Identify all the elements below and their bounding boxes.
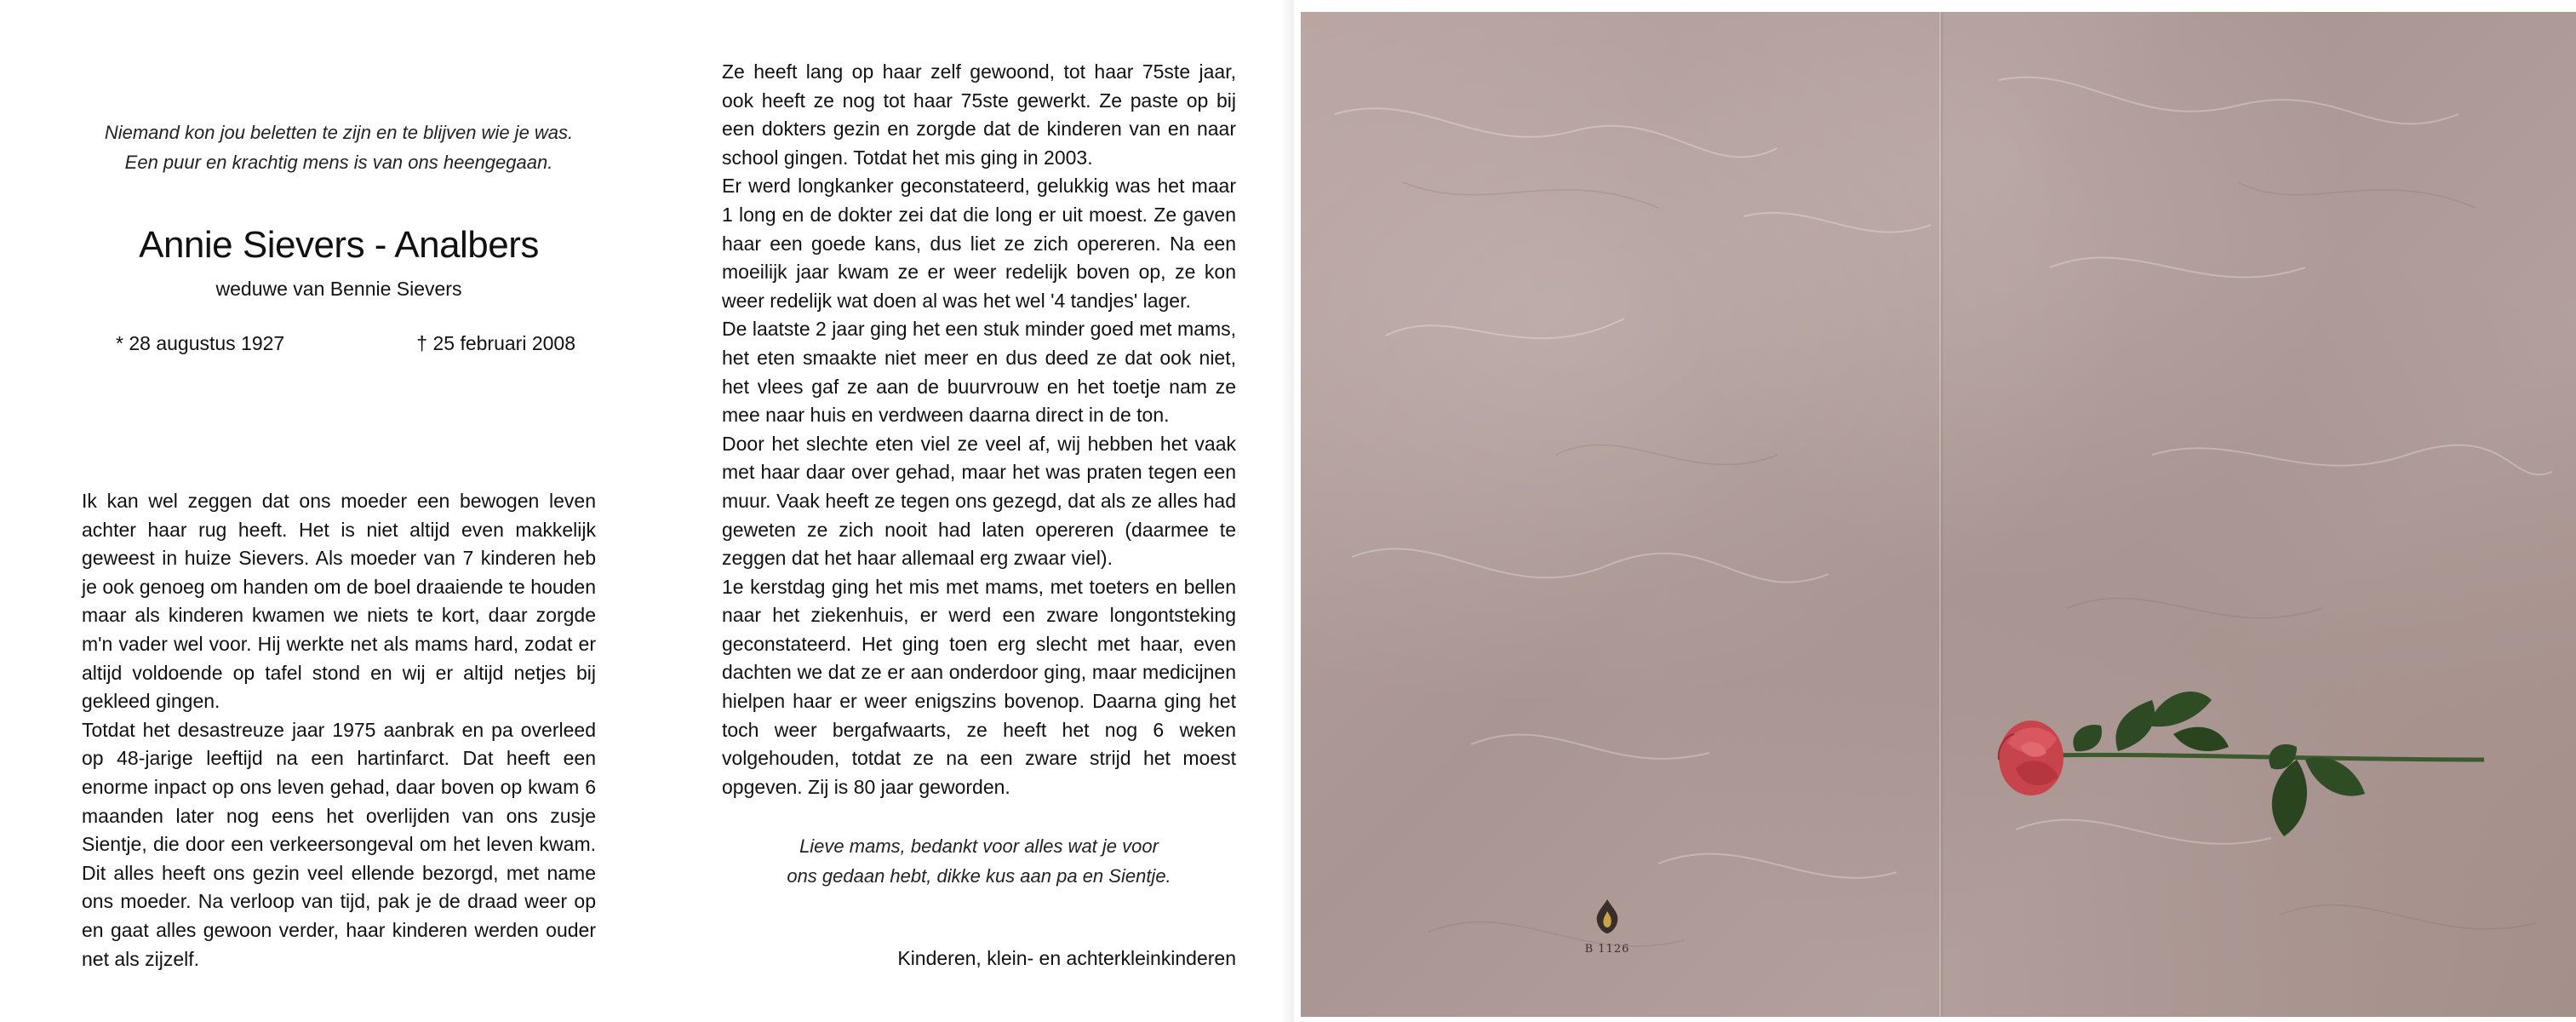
paper-texture [1301,12,2576,1017]
rose-icon [1990,675,2501,862]
left-column [82,34,596,358]
right-body-text [722,58,1236,801]
paragraph: Ik kan wel zeggen dat ons moeder een bewogen leven achter haar rug heeft. Het is niet altijd even makkelijk geweest in huize Sievers. Als moeder van 7 kinderen heb je ook genoeg om handen om de boel draaiende te houden maar als kinderen kwamen we niets te kort, daar zorgde m'n vader wel voor. Hij werkte net als mams hard, zodat er altijd voldoende op tafel stond en wij er altijd netjes bij gekleed gingen. [82,490,596,713]
widow-line: weduwe van Bennie Sievers [215,278,462,300]
flame-icon [1590,898,1624,935]
paragraph: Totdat het desastreuze jaar 1975 aanbrak en pa overleed op 48-jarige leeftijd na een hartinfarct. Dat heeft een enorme inpact op ons leven gehad, daar boven op kwam 6 maanden later nog eens het overlijden van ons zusje Sientje, die door een verkeersongeval om het leven kwam. Dit alles heeft ons gezin veel ellende bezorgd, met name ons moeder. Na verloop van tijd, pak je de draad weer op en gaat alles gewoon verder, haar kinderen werden ouder net als zijzelf. [82,718,596,970]
closing-quote-line: Lieve mams, bedankt voor alles wat je voor [799,835,1159,857]
closing-quote-line: ons gedaan hebt, dikke kus aan pa en Sientje. [787,865,1171,887]
paragraph: 1e kerstdag ging het mis met mams, met toeters en bellen naar het ziekenhuis, er werd een zware longontsteking geconstateerd. Het ging toen erg slecht met haar, even dachten we dat ze er aan onderdoor ging, maar medicijnen hielpen haar er weer enigszins bovenop. Daarna ging het toch weer bergafwaarts, ze heeft het nog 6 weken volgehouden, totdat ze na een zware strijd het moest opgeven. Zij is 80 jaar geworden. [722,575,1236,798]
paragraph: Er werd longkanker geconstateerd, gelukkig was het maar 1 long en de dokter zei dat die long er uit moest. Ze gaven haar een goede kans, dus liet ze zich opereren. Na een moeilijk jaar kwam ze er weer redelijk boven op, ze kon weer redelijk wat doen al was het wel '4 tandjes' lager. [722,175,1236,312]
paragraph: De laatste 2 jaar ging het een stuk minder goed met mams, het eten smaakte niet meer en dus deed ze dat ook niet, het vlees gaf ze aan de buurvrouw en het toetje nam ze mee naar huis en verdween daarna direct in de ton. [722,318,1236,427]
printer-logo [1582,898,1633,966]
print-code: B 1126 [1584,943,1630,956]
card-cover [1301,12,2576,1017]
fold-shadow [1280,0,1294,1022]
left-body-text [82,487,596,973]
cover-fold-line [1939,12,1941,1017]
closing-quote [722,831,1236,891]
life-dates [82,329,596,358]
opening-quote-line: Niemand kon jou beletten te zijn en te blijven wie je was. [104,122,574,143]
paragraph: Door het slechte eten viel ze veel af, wij hebben het vaak met haar daar over gehad, maar het was praten tegen een muur. Vaak heeft ze tegen ons gezegd, dat als ze alles had geweten ze zich nooit had laten opereren (daarmee te zeggen dat het haar allemaal erg zwaar viel). [722,432,1236,570]
opening-quote [82,118,596,177]
opening-quote-line: Een puur en krachtig mens is van ons heengegaan. [124,152,553,173]
death-date: † 25 februari 2008 [416,332,575,354]
signoff: Kinderen, klein- en achterkleinkinderen [897,947,1236,969]
paragraph: Ze heeft lang op haar zelf gewoond, tot haar 75ste jaar, ook heeft ze nog tot haar 75ste gewerkt. Ze paste op bij een dokters gezin en zorgde dat de kinderen van en naar school gingen. Totdat het mis ging in 2003. [722,60,1236,169]
birth-date: * 28 augustus 1927 [116,332,285,354]
deceased-name: Annie Sievers - Analbers [139,224,539,266]
